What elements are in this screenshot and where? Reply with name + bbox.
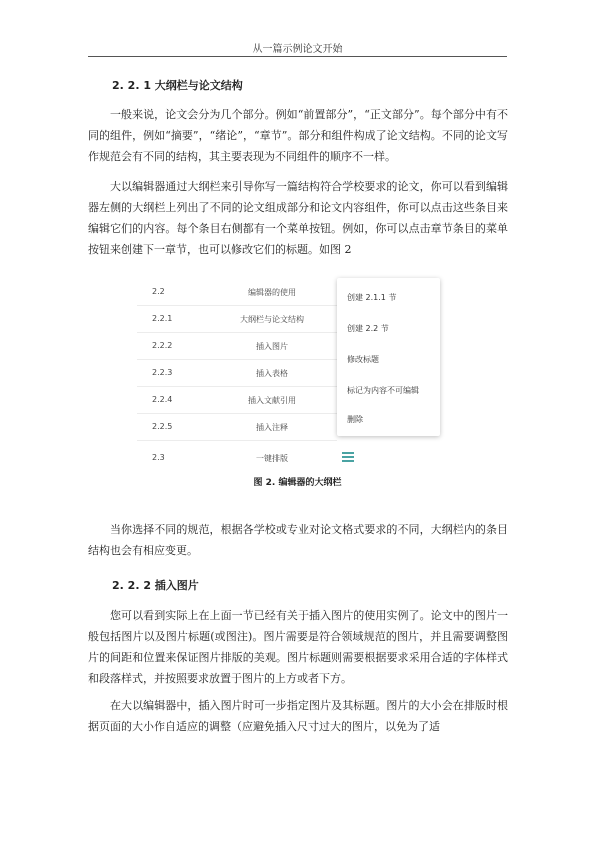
outline-row-number: 2.2.3 (152, 368, 173, 377)
outline-row-number: 2.2.5 (152, 422, 173, 431)
menu-item-delete[interactable]: 删除 (347, 415, 363, 424)
menu-item-lock-content[interactable]: 标记为内容不可编辑 (347, 386, 419, 395)
outline-row-title: 编辑器的使用 (248, 288, 296, 297)
outline-row-title: 插入注释 (256, 423, 288, 432)
paragraph-1: 一般来说，论文会分为几个部分。例如“前置部分”，“正文部分”。每个部分中有不同的组件，例如“摘要”，“绪论”，“章节”。部分和组件构成了论文结构。不同的论文写作规范会有不同的结构，其主要表现为不同组件的顺序不一样。 (88, 108, 508, 163)
figure-caption: 图 2. 编辑器的大纲栏 (253, 478, 342, 488)
outline-row[interactable] (137, 359, 337, 387)
menu-item-create-subsection[interactable]: 创建 2.1.1 节 (347, 293, 397, 302)
outline-row-title: 插入文献引用 (248, 396, 296, 405)
outline-row[interactable] (137, 444, 337, 471)
outline-row[interactable] (137, 386, 337, 414)
outline-row-title: 大纲栏与论文结构 (240, 315, 304, 324)
outline-row-number: 2.2 (152, 287, 165, 296)
outline-row[interactable] (137, 305, 337, 333)
outline-row-title: 插入图片 (256, 342, 288, 351)
paragraph-3: 当你选择不同的规范，根据各学校或专业对论文格式要求的不同，大纲栏内的条目结构也会有相应变更。 (88, 523, 508, 557)
outline-row-title: 一键排版 (256, 454, 288, 463)
outline-row-number: 2.2.1 (152, 314, 173, 323)
paragraph-4: 您可以看到实际上在上面一节已经有关于插入图片的使用实例了。论文中的图片一般包括图片以及图片标题(或图注)。图片需要是符合领域规范的图片，并且需要调整图片的间距和位置来保证图片排版的美观。图片标题则需要根据要求采用合适的字体样式和段落样式，并按照要求放置于图片的上方或者下方。 (88, 609, 508, 685)
outline-figure (137, 278, 457, 468)
paragraph-2: 大以编辑器通过大纲栏来引导你写一篇结构符合学校要求的论文，你可以看到编辑器左侧的大纲栏上列出了不同的论文组成部分和论文内容组件，你可以点击这些条目来编辑它们的内容。每个条目右侧都有一个菜单按钮。例如，你可以点击章节条目的菜单按钮来创建下一章节，也可以修改它们的标题。如图 2 (88, 180, 508, 256)
outline-row[interactable] (137, 332, 337, 360)
outline-row[interactable] (137, 413, 337, 441)
section-heading-2-2-2: 2. 2. 2 插入图片 (112, 579, 199, 592)
outline-row-number: 2.2.2 (152, 341, 173, 350)
page-header: 从一篇示例论文开始 (88, 40, 507, 57)
context-menu (337, 278, 440, 436)
list-icon[interactable] (342, 452, 356, 462)
outline-row-number: 2.3 (152, 453, 165, 462)
menu-item-rename[interactable]: 修改标题 (347, 355, 379, 364)
outline-row-title: 插入表格 (256, 369, 288, 378)
menu-item-create-section[interactable]: 创建 2.2 节 (347, 324, 389, 333)
paragraph-5: 在大以编辑器中，插入图片时可一步指定图片及其标题。图片的大小会在排版时根据页面的大小作自适应的调整（应避免插入尺寸过大的图片，以免为了适 (88, 699, 508, 733)
outline-row-number: 2.2.4 (152, 395, 173, 404)
section-heading-2-2-1: 2. 2. 1 大纲栏与论文结构 (112, 79, 243, 92)
outline-row[interactable] (137, 278, 337, 306)
